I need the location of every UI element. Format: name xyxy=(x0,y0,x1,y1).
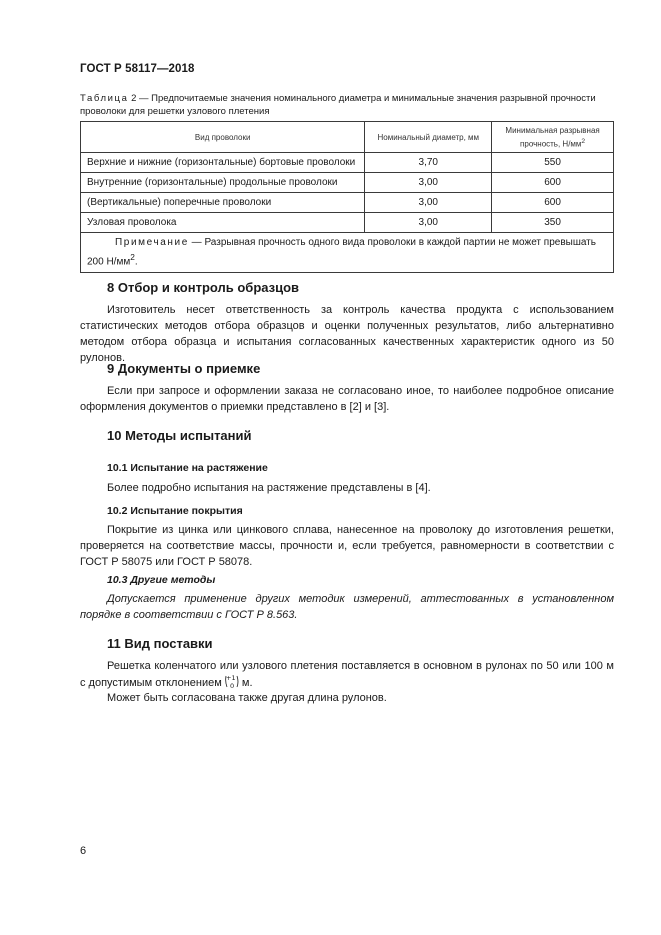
document-code: ГОСТ Р 58117—2018 xyxy=(80,63,195,75)
col-header-diameter: Номинальный диаметр, мм xyxy=(365,122,492,153)
cell-diameter: 3,00 xyxy=(365,173,492,193)
table-header-row xyxy=(81,122,614,153)
section-11-paragraph-2: Может быть согласована также другая длина рулонов. xyxy=(107,692,387,704)
tolerance-plus-minus-icon xyxy=(225,674,239,689)
cell-diameter: 3,00 xyxy=(365,213,492,233)
table-caption-label: Таблица xyxy=(80,93,129,104)
col-header-wire-type: Вид проволоки xyxy=(81,122,365,153)
subsection-10-3-paragraph: Допускается применение других методик измерений, аттестованных в установленном порядке в соответствии с ГОСТ Р 8.563. xyxy=(80,593,614,621)
cell-strength: 550 xyxy=(492,153,614,173)
section-11-paragraph-1: Решетка коленчатого или узлового плетения поставляется в основном в рулонах по 50 или 100 м с допустимым отклонением +1 0 м. xyxy=(80,660,614,689)
table-row xyxy=(81,153,614,173)
section-10-title: 10 Методы испытаний xyxy=(107,428,252,443)
subsection-10-1-title: 10.1 Испытание на растяжение xyxy=(107,462,268,474)
table-row xyxy=(81,193,614,213)
cell-wire-type: (Вертикальные) поперечные проволоки xyxy=(81,193,365,213)
wire-properties-table xyxy=(80,121,614,273)
table-note-row xyxy=(81,233,614,273)
subsection-10-2-paragraph: Покрытие из цинка или цинкового сплава, нанесенное на проволоку до изготовления решетки, проверяется на соответствие массы, прочности и, если требуется, равномерности в соответствии с ГОСТ Р 58075 или ГОСТ Р 58078. xyxy=(80,524,614,568)
note-text: — Разрывная прочность одного вида проволоки в каждой партии не может превышать 200 Н/мм xyxy=(87,237,596,268)
section-11-title: 11 Вид поставки xyxy=(107,636,213,651)
section-8-paragraph: Изготовитель несет ответственность за контроль качества продукта с использованием статистических методов отбора образцов и оценки полученных результатов, либо альтернативно методом отбора образца и испытания согласованных качественных характеристик одного из 50 рулонов. xyxy=(80,304,614,364)
cell-strength: 350 xyxy=(492,213,614,233)
svg-text:+1: +1 xyxy=(225,674,236,682)
table-caption-text: 2 — Предпочитаемые значения номинального диаметра и минимальные значения разрывной прочности проволоки для решетки узлового плетения xyxy=(80,93,596,117)
subsection-10-3-title: 10.3 Другие методы xyxy=(107,574,216,586)
table-row xyxy=(81,213,614,233)
cell-strength: 600 xyxy=(492,173,614,193)
cell-diameter: 3,00 xyxy=(365,193,492,213)
subsection-10-2-title: 10.2 Испытание покрытия xyxy=(107,505,243,517)
page-number: 6 xyxy=(80,845,87,857)
cell-wire-type: Узловая проволока xyxy=(81,213,365,233)
subsection-10-1-paragraph: Более подробно испытания на растяжение представлены в [4]. xyxy=(107,482,431,494)
section-9-paragraph: Если при запросе и оформлении заказа не согласовано иное, то наиболее подробное описание оформления документов о приемки представлено в [2] и [3]. xyxy=(80,385,614,413)
col-header-strength: Минимальная разрывная прочность, $Н/мм^2$ xyxy=(492,122,614,153)
cell-wire-type: Верхние и нижние (горизонтальные) бортовые проволоки xyxy=(81,153,365,173)
section-8-title: 8 Отбор и контроль образцов xyxy=(107,280,300,295)
svg-text:0: 0 xyxy=(229,682,234,689)
table-row xyxy=(81,173,614,193)
table-caption xyxy=(80,92,614,118)
cell-diameter: 3,70 xyxy=(365,153,492,173)
cell-wire-type: Внутренние (горизонтальные) продольные проволоки xyxy=(81,173,365,193)
cell-strength: 600 xyxy=(492,193,614,213)
table-note: Примечание — Разрывная прочность одного вида проволоки в каждой партии не может превышать 200 $Н/мм^2$. xyxy=(81,233,614,273)
section-9-title: 9 Документы о приемке xyxy=(107,361,261,376)
note-label: Примечание xyxy=(115,237,189,248)
